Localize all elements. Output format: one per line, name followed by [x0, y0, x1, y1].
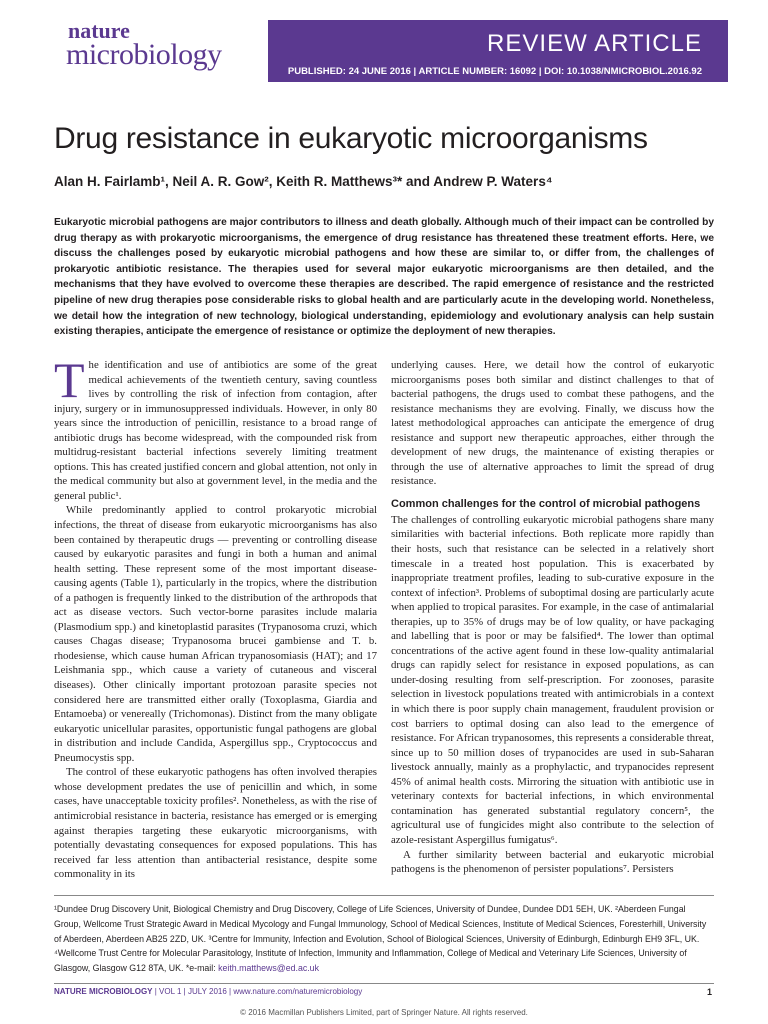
page-title: Drug resistance in eukaryotic microorganisms	[54, 122, 648, 155]
drop-cap: T	[54, 352, 85, 408]
journal-logo-microbiology: microbiology	[66, 38, 222, 71]
publication-info: PUBLISHED: 24 JUNE 2016 | ARTICLE NUMBER: 16092 | DOI: 10.1038/NMICROBIOL.2016.92	[287, 66, 702, 77]
abstract: Eukaryotic microbial pathogens are major contributors to illness and death globally. Although much of their impact can be controlled by drug therapy as with prokaryotic microorganisms, the emergence of drug resistance has threatened these treatment efforts. Here, we discuss the challenges posed by eukaryotic microbial pathogens and how these are similar to, or differ from, the challenges of prokaryotic antibiotic resistance. The therapies used for several major eukaryotic microorganisms are then detailed, and the mechanisms that they have evolved to overcome these therapies are described. The rapid emergence of resistance and the restricted pipeline of new drug therapies pose considerable risks to global health and are particularly acute in the developing world. Nonetheless, we detail how the integration of new technology, biological understanding, epidemiology and evolutionary analysis can help sustain existing therapies, anticipate the emergence of resistance or optimize the deployment of new therapies.	[54, 217, 714, 338]
footnote-divider	[54, 895, 714, 896]
footer-divider	[54, 983, 714, 984]
article-type: REVIEW ARTICLE	[487, 30, 702, 57]
body-column-right	[391, 358, 714, 877]
copyright-notice: © 2016 Macmillan Publishers Limited, part of Springer Nature. All rights reserved.	[240, 1008, 528, 1017]
body-column-left	[54, 352, 377, 882]
author-list: Alan H. Fairlamb¹, Neil A. R. Gow², Keith R. Matthews³* and Andrew P. Waters⁴	[54, 174, 553, 189]
journal-logo-nature: nature	[68, 18, 130, 43]
paragraph: A further similarity between bacterial and eukaryotic microbial pathogens is the phenomenon of persister populations⁷. Persisters	[391, 848, 714, 876]
paragraph: While predominantly applied to control prokaryotic microbial infections, the threat of disease from eukaryotic microorganisms has also been contained by therapeutic drugs — preventing or controlling disease caused by eukaryotic parasites and fungi in both a human and animal health setting. These represent some of the most important disease-causing agents (Table 1), particularly in the tropics, where the distribution of a pathogen is frequently linked to the distribution of the arthropods that act as disease vectors. Such vector-borne parasites include malaria (Plasmodium spp.) and kinetoplastid parasites (Trypanosoma cruzi, which causes Chagas disease; Trypanosoma brucei gambiense and T. b. rhodesiense, which cause human African trypanosomiasis (HAT); and 17 Leishmania spp., which cause a variety of cutaneous and visceral diseases). Other clinically important protozoan parasite species not considered here are transmitted either orally (Toxoplasma, Giardia and Entamoeba) or venereally (Trichomonas). Distinct from the many obligate eukaryotic unicellular parasites, opportunistic fungal pathogens are global in distribution and include Candida, Aspergillus spp., Cryptococcus and Pneumocystis spp.	[54, 504, 377, 764]
affiliations: ¹Dundee Drug Discovery Unit, Biological Chemistry and Drug Discovery, College of Life Sciences, University of Dundee, Dundee DD1 5EH, UK. ²Aberdeen Fungal Group, Wellcome Trust Strategic Award in Medical Mycology and Fungal Immunology, School of Medical Sciences, Institute of Medical Sciences, Foresterhill, University of Aberdeen, Aberdeen AB25 2ZD, UK. ³Centre for Immunity, Infection and Evolution, School of Biological Sciences, University of Edinburgh, Edinburgh EH9 3FL, UK. ⁴Wellcome Trust Centre for Molecular Parasitology, Institute of Infection, Immunity and Inflammation, College of Medical and Veterinary Life Sciences, University of Glasgow, Glasgow G12 8TA, UK. *e-mail: keith.matthews@ed.ac.uk	[54, 904, 707, 974]
paragraph: The challenges of controlling eukaryotic microbial pathogens share many similarities with bacterial infections. Both replicate more rapidly than their hosts, such that resistance can be selected in a relatively short timescale in a treated host population. This is exacerbated by inappropriate treatment profiles, leading to sub-curative exposure in the context of infection³. Problems of suboptimal dosing are particularly acute when applied to tropical parasites. For example, in the case of antimalarial therapies, up to 35% of drugs may be of low quality, or have packaging and labelling that is poor or may be falsified⁴. The lower than optimal concentrations of the active agent found in these low-quality antimalarial drugs can rapidly select for resistance in exposed populations, as can under-dosing resulting from self-prescription. For zoonoses, parasite selection in livestock populations treated with antimicrobials in a context in which there is poor supply chain management, fraudulent provision or cost barriers to optimal dosing can also lead to the emergence of resistance. For African trypanosomes, this represents a considerable threat, since up to 50 million doses of trypanocides are used in sub-Saharan livestock annually, mainly as a prophylactic, and trypanocides represent 45% of animal health costs. Mirroring the situation with antibiotic use in veterinary contexts for bacterial infections, in which environmental contamination has generated substantial regulatory concern⁵, the agricultural use of fungicides might also contribute to the selection of azole-resistant Aspergillus fumigatus⁶.	[391, 513, 714, 846]
section-heading: Common challenges for the control of microbial pathogens	[391, 497, 701, 510]
paragraph: The identification and use of antibiotics are some of the great medical achievements of the twentieth century, saving countless lives by controlling the risk of infection from contagion, after injury, surgery or in immunosuppressed individuals. However, in only 80 years since the introduction of penicillin, resistance to a broad range of antibiotic drugs has become widespread, with the compounded risk from multidrug-resistant bacterial infections severely limiting treatment options. This has created justified concern and global attention, not only in the medical community but also at government level, in the media and the general public¹.	[54, 352, 377, 502]
paragraph: underlying causes. Here, we detail how the control of eukaryotic microorganisms poses both similar and distinct challenges to that of bacterial pathogens, the drugs used to combat these pathogens, and the resistance mechanisms they are evolving. Finally, we discuss how the latest methodological approaches can anticipate the emergence of drug resistance and support new therapeutic approaches, either through the development of new drugs, the maintenance of existing therapies or through the use of alternative approaches to limit the spread of drug resistance.	[391, 359, 714, 488]
page-footer: NATURE MICROBIOLOGY | VOL 1 | JULY 2016 | www.nature.com/naturemicrobiology	[54, 987, 363, 996]
page-number: 1	[706, 987, 712, 997]
paragraph: The control of these eukaryotic pathogens has often involved therapies whose development predates the use of penicillin and which, in some cases, have unacceptable toxicity profiles². Nonetheless, as with the rise of antimicrobial resistance in bacteria, resistance has emerged or is emerging against therapies targeting these eukaryotic microorganisms, with potentially devastating consequences for exposed populations. This has received far less attention than antibacterial resistance, despite some commonality in its	[54, 766, 377, 881]
email-link[interactable]: keith.matthews@ed.ac.uk	[218, 963, 319, 974]
